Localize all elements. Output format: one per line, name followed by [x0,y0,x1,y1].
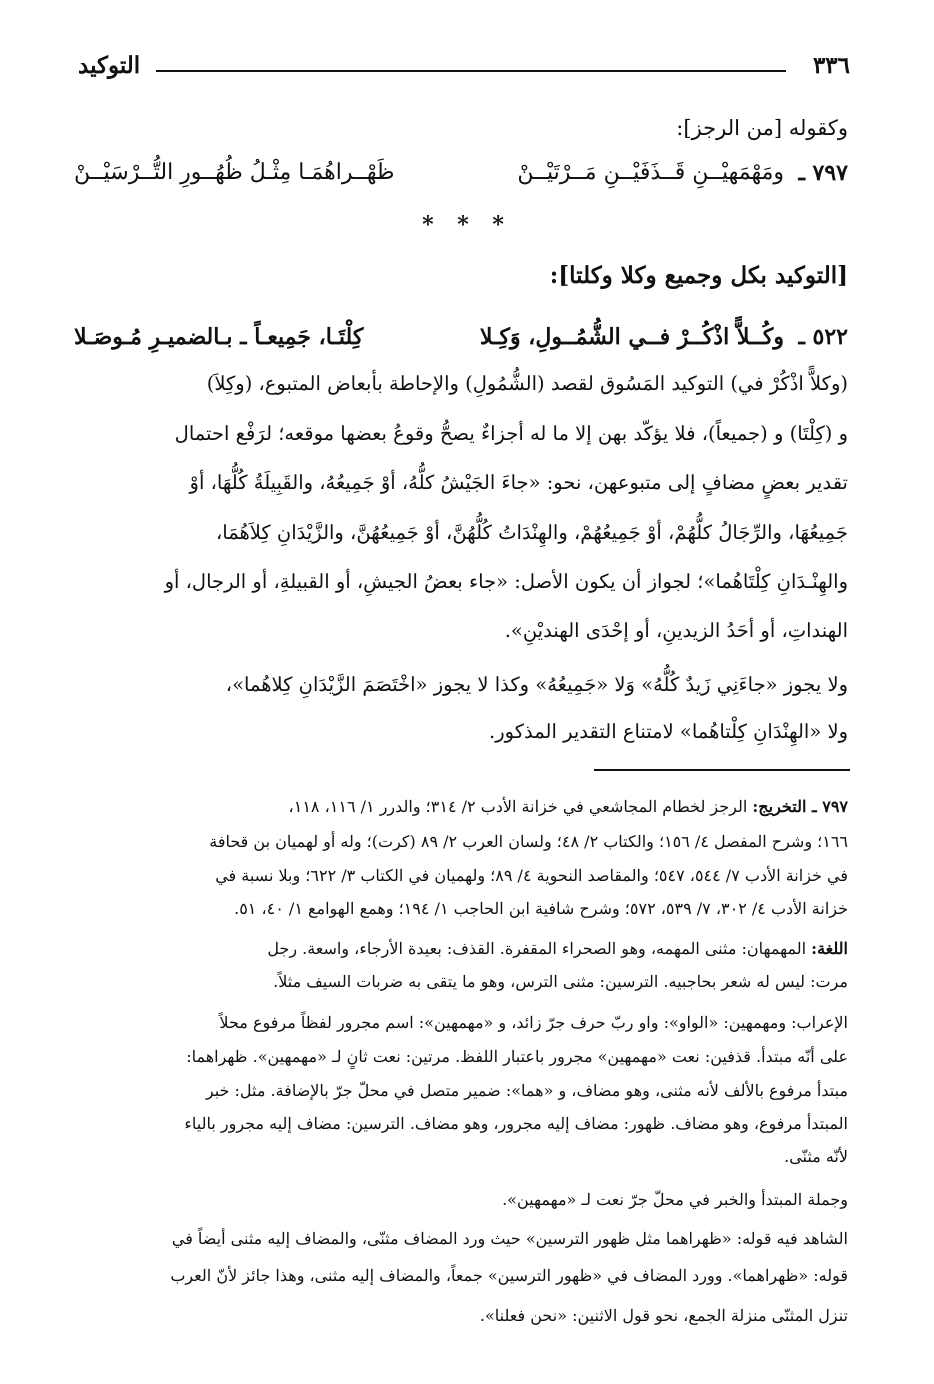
footnote-line: على أنّه مبتدأ. قذفين: نعت «مهمهين» مجرور باعتبار اللفظ. مرتين: نعت ثانٍ لـ «مهمهين». ظهراهما: [186,1047,848,1066]
alfiya-second-hemistich: كِلْتَـا، جَمِيعـاً ـ بـالضميـرِ مُـوصَـلا [74,324,364,350]
footnote-takhrij [74,797,848,816]
commentary-line: ولا يجوز «جاءَنِي زَيدٌ كُلُّهُ» وَلا «جَمِيعُهُ» وكذا لا يجوز «اخْتَصَمَ الزَّيْدَانِ كِلاهُما»، [225,673,848,696]
footnote-line: الإعراب: ومهمهين: «الواو»: واو ربّ حرف جرّ زائد، و «مهمهين»: اسم مجرور لفظاً مرفوع محلاً [219,1013,848,1032]
footnote-line: في خزانة الأدب ٧/ ٥٤٤، ٥٤٧؛ والمقاصد النحوية ٤/ ٨٩؛ ولهميان في الكتاب ٣/ ٦٢٢؛ وبلا نسبة في [215,866,848,885]
commentary-line: والهِنْـدَانِ كِلْتَاهُما»؛ لجواز أن يكون الأصل: «جاء بعضُ الجيشِ، أو القبيلةِ، أو الرجال، أو [164,570,848,593]
section-heading: [التوكيد بكل وجميع وكلا وكلتا]: [549,262,848,289]
footnote-line: الشاهد فيه قوله: «ظهراهما مثل ظهور الترسين» حيث ورد المضاف مثنّى، والمضاف إليه مثنى أيضاً في [171,1229,848,1248]
footnote-lugha [74,939,848,958]
commentary-line: جَمِيعُهَا، والرِّجَالُ كلُّهُمْ، أوْ جَمِيعُهُمْ، والهِنْدَاتُ كُلُّهُنَّ، أوْ جَمِيعُهُنَّ، والزَّيْدَانِ كِلاَهُمَا، [216,521,848,544]
takhrij-label: ٧٩٧ ـ التخريج: [752,797,848,816]
verse-second-hemistich: ظَهْــراهُمَـا مِثْـلُ ظُهُــورِ التُّــرْسَيْــنْ [74,160,395,185]
lugha-text: المهمهان: مثنى المهمه، وهو الصحراء المقفرة. القذف: بعيدة الأرجاء، واسعة. رجل [267,939,807,958]
footnote-line: لأنّه مثنّى. [784,1147,848,1166]
footnote-line: وجملة المبتدأ والخبر في محلّ جرّ نعت لـ «مهمهين». [502,1190,848,1209]
commentary-line: تقدير بعضٍ مضافٍ إلى متبوعهن، نحو: «جاءَ الجَيْشُ كلُّهُ، أوْ جَمِيعُهُ، والقَبِيلَةُ كُلُّهَا، أوْ [189,471,848,494]
footnote-line: خزانة الأدب ٤/ ٣٠٢، ٧/ ٥٣٩، ٥٧٢؛ وشرح شافية ابن الحاجب ١/ ١٩٤؛ وهمع الهوامع ١/ ٤٠، ٥١. [234,899,848,918]
page-number: ٣٣٦ [812,52,850,79]
alfiya-first-hemistich: وكُــلاًّ اذْكُــرْ فــي الشُّمُــولِ، وَكِـلا [479,324,784,350]
footnote-line: المبتدأ مرفوع، وهو مضاف. ظهور: مضاف إليه مجرور، وهو مضاف. الترسين: مضاف إليه مجرور بالياء [184,1114,848,1133]
verse-intro: وكقوله [من الرجز]: [676,116,848,140]
alfiya-verse-number: ٥٢٢ ـ [798,324,848,350]
footnote-rule [594,769,850,771]
footnote-line: مبتدأ مرفوع بالألف لأنه مثنى، وهو مضاف، و «هما»: ضمير متصل في محلّ جرّ بالإضافة. مثل: خبر [205,1081,848,1100]
running-title: التوكيد [78,52,141,79]
verse-first-hemistich: ومَهْمَهيْــنِ قَــذَفَيْــنِ مَــرْتَيْــنْ [517,160,784,185]
commentary-line: الهنداتِ، أو أحَدُ الزيدينِ، أو إحْدَى الهنديْنِ». [504,619,848,642]
verse-number: ٧٩٧ ـ [798,160,848,186]
footnote-line: ١٦٦؛ وشرح المفصل ٤/ ١٥٦؛ والكتاب ٢/ ٤٨؛ ولسان العرب ٢/ ٨٩ (كرت)؛ وله أو لهميان بن قحافة [209,832,848,851]
commentary-line: ولا «الهِنْدَانِ كِلْتاهُما» لامتناع التقدير المذكور. [489,720,848,743]
footnote-line: مرت: ليس له شعر بحاجبيه. الترسين: مثنى الترس، وهو ما يتقى به ضربات السيف مثلاً. [273,972,848,991]
header-rule [156,70,786,72]
page-header [78,52,850,84]
footnote-line: تنزل المثنّى منزلة الجمع، نحو قول الاثنين: «نحن فعلنا». [479,1306,848,1325]
section-separator: * * * [422,212,512,238]
footnote-line: قوله: «ظهراهما». وورد المضاف في «ظهور الترسين» جمعاً، والمضاف إليه مثنى، وهذا جائز لأنّ العرب [170,1266,848,1285]
commentary-line: و (كِلْتَا) و (جميعاً)، فلا يؤكّد بهن إلا ما له أجزاءٌ يصحُّ وقوعُ بعضها موقعه؛ لرَفْع احتمال [174,422,848,445]
takhrij-text: الرجز لخطام المجاشعي في خزانة الأدب ٢/ ٣١٤؛ والدرر ١/ ١١٦، ١١٨، [288,797,748,816]
commentary-line: (وكلاًّ اذْكُرْ في) التوكيد المَسُوق لقصد (الشُّمُولِ) والإحاطة بأبعاض المتبوع، (وكِلاَ) [206,372,848,395]
lugha-label: اللغة: [811,939,848,958]
